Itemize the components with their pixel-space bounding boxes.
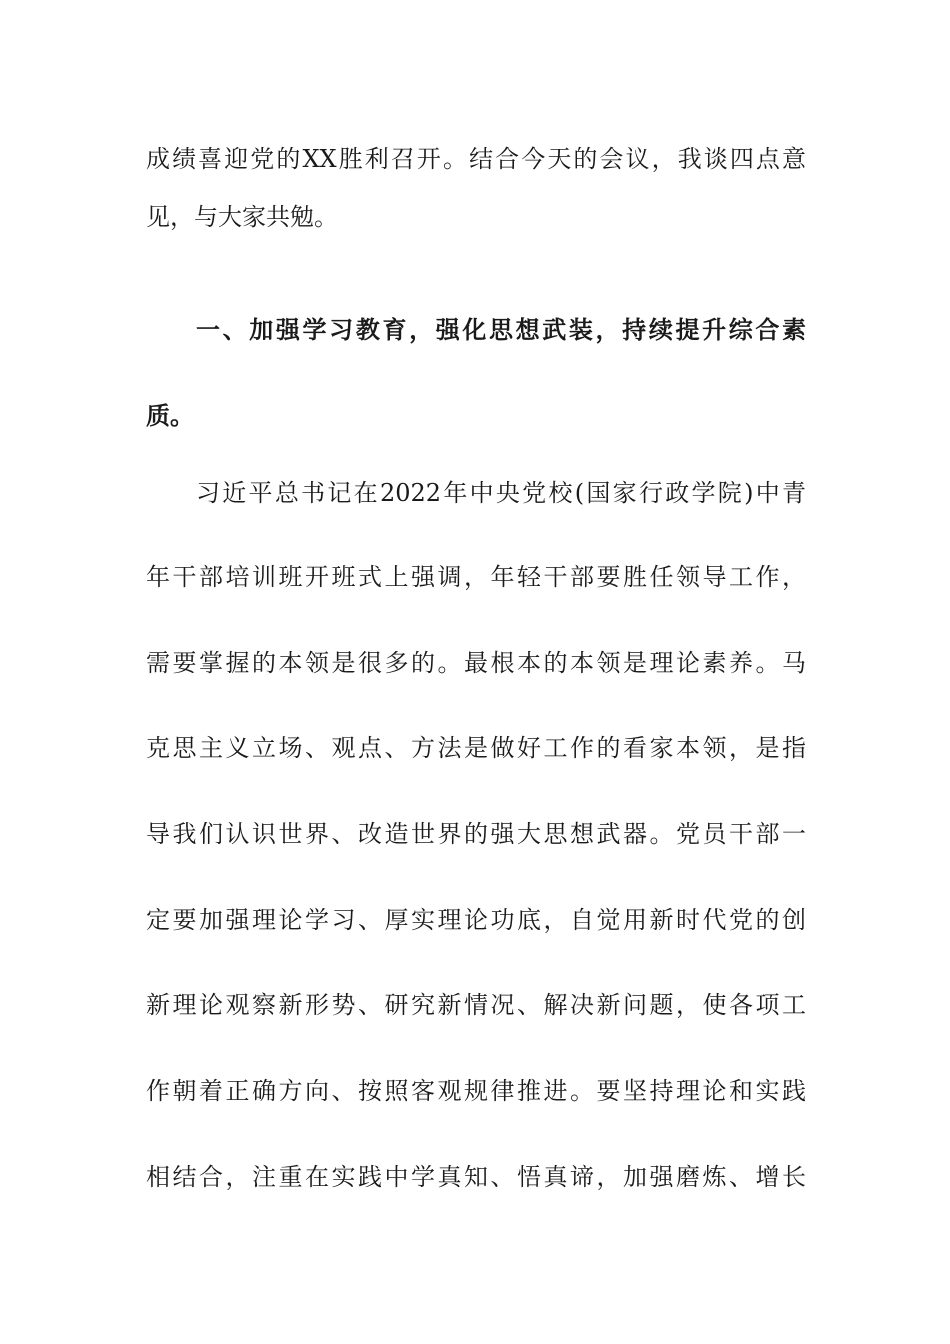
body-text-line: 导我们认识世界、改造世界的强大思想武器。党员干部一	[146, 820, 806, 848]
body-text-line: 成绩喜迎党的XX胜利召开。结合今天的会议，我谈四点意	[146, 145, 806, 173]
body-text-line: 见，与大家共勉。	[146, 203, 338, 231]
body-text-line: 克思主义立场、观点、方法是做好工作的看家本领，是指	[146, 734, 806, 762]
body-text-line: 作朝着正确方向、按照客观规律推进。要坚持理论和实践	[146, 1077, 806, 1105]
body-text-line: 新理论观察新形势、研究新情况、解决新问题，使各项工	[146, 991, 806, 1019]
body-text-line: 定要加强理论学习、厚实理论功底，自觉用新时代党的创	[146, 906, 806, 934]
body-text-line: 相结合，注重在实践中学真知、悟真谛，加强磨炼、增长	[146, 1163, 806, 1191]
body-text-line: 年干部培训班开班式上强调，年轻干部要胜任领导工作，	[146, 563, 806, 591]
body-text-line: 需要掌握的本领是很多的。最根本的本领是理论素养。马	[146, 649, 806, 677]
body-text-line: 习近平总书记在2022年中央党校(国家行政学院)中青	[196, 479, 806, 507]
section-heading-line: 质。	[146, 401, 194, 430]
section-heading-line: 一、加强学习教育，强化思想武装，持续提升综合素	[196, 315, 806, 344]
